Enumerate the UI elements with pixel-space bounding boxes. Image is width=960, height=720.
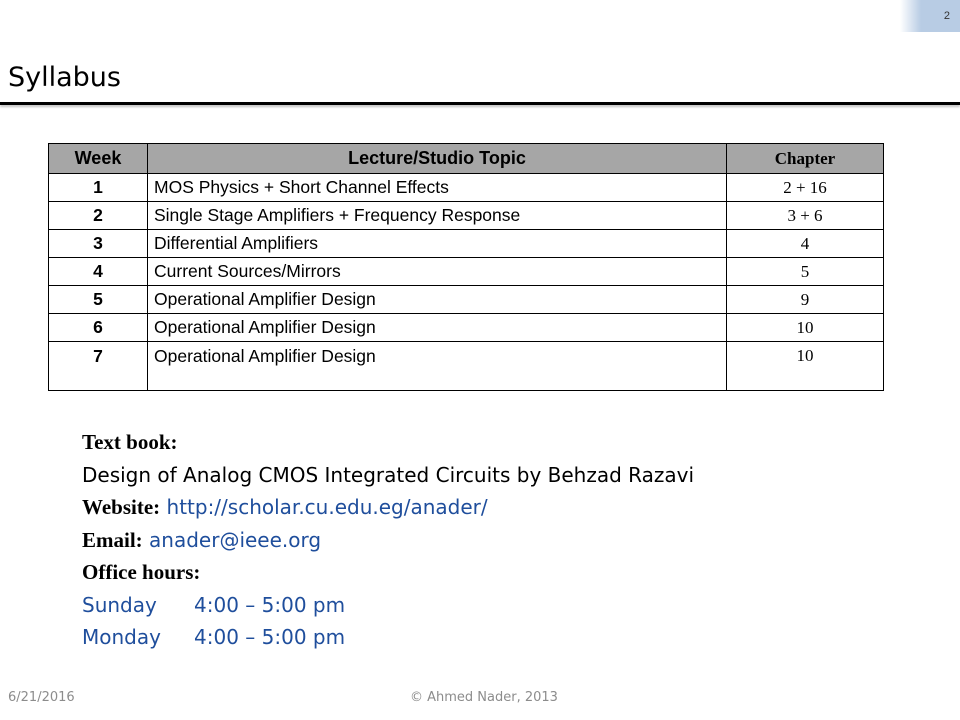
slide-number: 2 bbox=[943, 10, 950, 22]
office-hours-sunday bbox=[82, 589, 694, 622]
week-cell: 1 bbox=[49, 174, 148, 202]
table-row bbox=[49, 286, 884, 314]
topic-cell: Operational Amplifier Design bbox=[148, 286, 727, 314]
chapter-cell: 9 bbox=[727, 286, 884, 314]
table-row bbox=[49, 342, 884, 391]
header-topic: Lecture/Studio Topic bbox=[148, 144, 727, 174]
office-time: 4:00 – 5:00 pm bbox=[194, 592, 346, 617]
textbook-label-line bbox=[82, 426, 694, 459]
week-cell: 3 bbox=[49, 230, 148, 258]
website-line bbox=[82, 491, 694, 524]
footer-date: 6/21/2016 bbox=[8, 690, 75, 705]
topic-cell: Single Stage Amplifiers + Frequency Response bbox=[148, 202, 727, 230]
office-hours-label: Office hours: bbox=[82, 560, 201, 584]
slide-number-box bbox=[900, 0, 960, 32]
topic-cell: MOS Physics + Short Channel Effects bbox=[148, 174, 727, 202]
chapter-cell: 2 + 16 bbox=[727, 174, 884, 202]
header-chapter: Chapter bbox=[727, 144, 884, 174]
chapter-cell: 10 bbox=[727, 314, 884, 342]
office-hours-label-line bbox=[82, 556, 694, 589]
office-day: Sunday bbox=[82, 592, 157, 617]
table-header-row bbox=[49, 144, 884, 174]
office-hours-monday bbox=[82, 621, 694, 654]
table-row bbox=[49, 230, 884, 258]
topic-cell: Current Sources/Mirrors bbox=[148, 258, 727, 286]
table-row bbox=[49, 174, 884, 202]
title-divider bbox=[0, 102, 960, 105]
topic-cell: Operational Amplifier Design bbox=[148, 342, 727, 391]
topic-cell: Differential Amplifiers bbox=[148, 230, 727, 258]
chapter-cell: 10 bbox=[727, 342, 884, 391]
website-label: Website: bbox=[82, 495, 161, 519]
chapter-cell: 5 bbox=[727, 258, 884, 286]
week-cell: 2 bbox=[49, 202, 148, 230]
textbook-value-line bbox=[82, 459, 694, 492]
email-label: Email: bbox=[82, 527, 143, 552]
week-cell: 4 bbox=[49, 258, 148, 286]
table-row bbox=[49, 314, 884, 342]
textbook-value: Design of Analog CMOS Integrated Circuits by Behzad Razavi bbox=[82, 462, 695, 487]
table-row bbox=[49, 202, 884, 230]
week-cell: 5 bbox=[49, 286, 148, 314]
office-time: 4:00 – 5:00 pm bbox=[194, 625, 346, 649]
slide-title: Syllabus bbox=[8, 62, 121, 93]
email-link[interactable]: anader@ieee.org bbox=[149, 527, 322, 552]
chapter-cell: 4 bbox=[727, 230, 884, 258]
week-cell: 7 bbox=[49, 342, 148, 391]
table-row bbox=[49, 258, 884, 286]
topic-cell: Operational Amplifier Design bbox=[148, 314, 727, 342]
website-link[interactable]: http://scholar.cu.edu.eg/anader/ bbox=[166, 495, 488, 519]
email-line bbox=[82, 524, 694, 557]
header-week: Week bbox=[49, 144, 148, 174]
week-cell: 6 bbox=[49, 314, 148, 342]
footer-copyright: © Ahmed Nader, 2013 bbox=[410, 690, 558, 705]
office-day: Monday bbox=[82, 625, 161, 649]
chapter-cell: 3 + 6 bbox=[727, 202, 884, 230]
textbook-label: Text book: bbox=[82, 430, 178, 454]
course-info bbox=[82, 426, 694, 654]
syllabus-table bbox=[48, 143, 884, 391]
